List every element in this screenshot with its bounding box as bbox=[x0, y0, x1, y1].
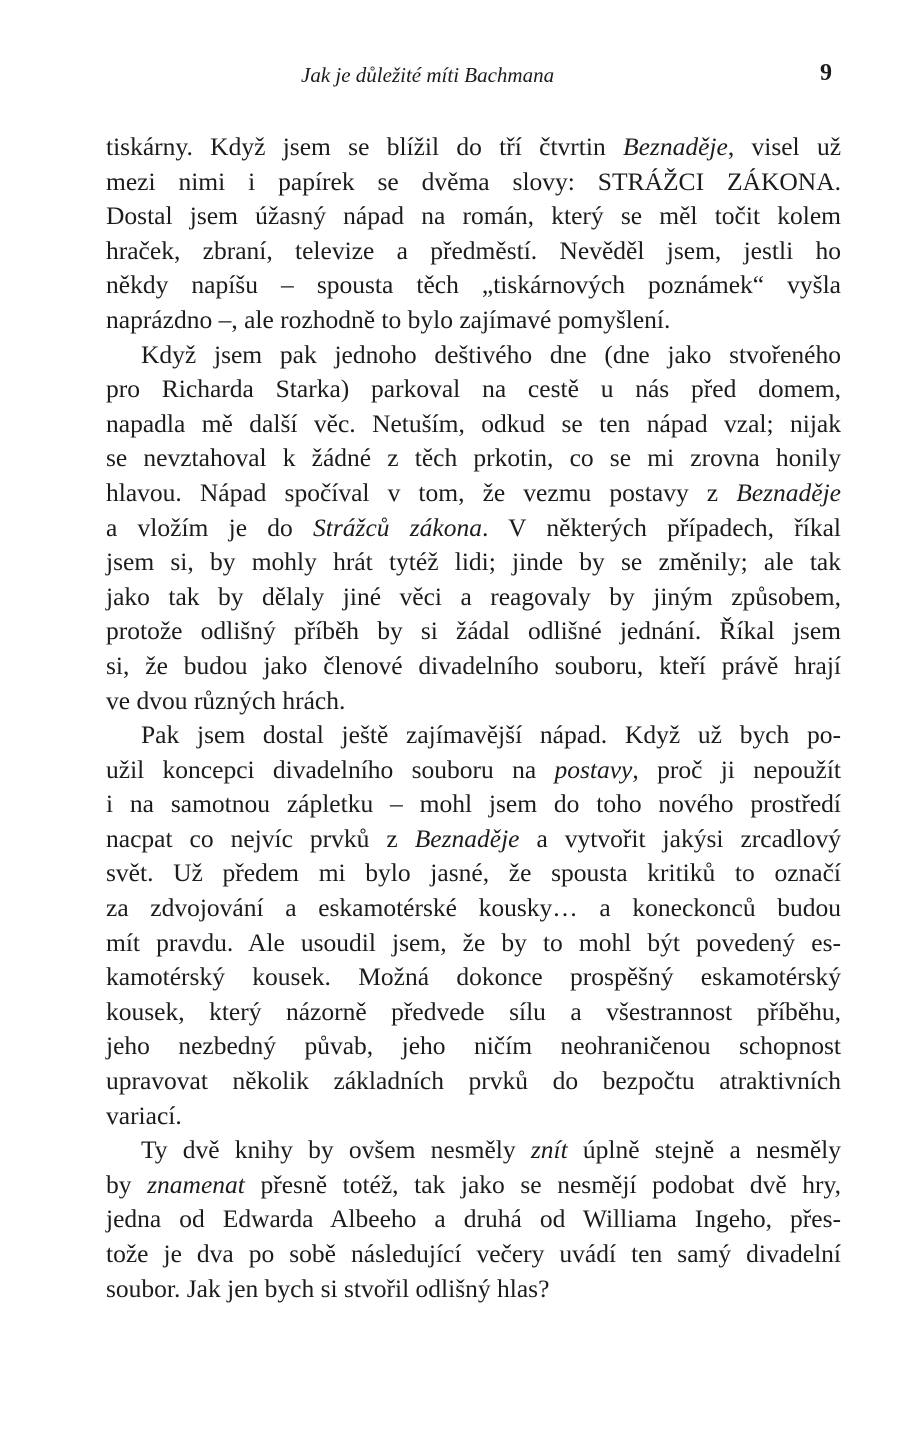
text-span: mezi nimi i papírek se dvěma slovy: STRÁŽCI ZÁKONA. bbox=[106, 166, 841, 196]
text-line bbox=[106, 960, 841, 995]
text-line bbox=[106, 684, 841, 719]
text-line bbox=[106, 234, 841, 269]
text-line bbox=[106, 441, 841, 476]
text-span: hraček, zbraní, televize a předměstí. Nevěděl jsem, jestli ho bbox=[106, 235, 841, 265]
text-line bbox=[106, 649, 841, 684]
text-span: naprázdno –, ale rozhodně to bylo zajímavé pomyšlení. bbox=[106, 304, 671, 334]
text-line bbox=[106, 1029, 841, 1064]
text-span: užil koncepci divadelního souboru na bbox=[106, 754, 555, 784]
paragraph bbox=[106, 718, 841, 1133]
body-text bbox=[106, 130, 841, 1306]
text-line bbox=[106, 165, 841, 200]
italic-text: znít bbox=[530, 1135, 568, 1165]
text-span: za zdvojování a eskamotérské kousky… a koneckonců budou bbox=[106, 893, 841, 923]
text-line bbox=[106, 303, 841, 338]
text-span: protože odlišný příběh by si žádal odlišné jednání. Říkal jsem bbox=[106, 616, 841, 646]
text-line bbox=[106, 1237, 841, 1272]
text-span: jedna od Edwarda Albeeho a druhá od Williama Ingeho, přes- bbox=[106, 1204, 841, 1234]
text-span: by bbox=[106, 1169, 148, 1199]
paragraph bbox=[106, 1133, 841, 1306]
text-line bbox=[106, 1272, 841, 1307]
text-line bbox=[106, 476, 841, 511]
running-header bbox=[0, 60, 911, 90]
text-span: Když jsem pak jednoho deštivého dne (dne jako stvořeného bbox=[141, 339, 841, 369]
text-line bbox=[106, 995, 841, 1030]
text-span: jako tak by dělaly jiné věci a reagovaly by jiným způsobem, bbox=[106, 581, 841, 611]
text-span: . V některých případech, říkal bbox=[482, 512, 841, 542]
text-line bbox=[106, 338, 841, 373]
text-span: se nevztahoval k žádné z těch prkotin, co se mi zrovna honily bbox=[106, 443, 841, 473]
text-span: soubor. Jak jen bych si stvořil odlišný hlas? bbox=[106, 1273, 550, 1303]
text-span: úplně stejně a nesměly bbox=[567, 1135, 841, 1165]
text-span: napadla mě další věc. Netuším, odkud se ten nápad vzal; nijak bbox=[106, 408, 841, 438]
text-span: , visel už bbox=[727, 132, 842, 161]
text-span: pro Richarda Starka) parkoval na cestě u nás před domem, bbox=[106, 374, 841, 404]
text-line bbox=[106, 614, 841, 649]
text-span: Dostal jsem úžasný nápad na román, který se měl točit kolem bbox=[106, 201, 841, 231]
text-line bbox=[106, 1133, 841, 1168]
text-span: tože je dva po sobě následující večery uvádí ten samý divadelní bbox=[106, 1239, 841, 1268]
text-span: a vložím je do bbox=[106, 512, 314, 542]
text-line bbox=[106, 1064, 841, 1099]
text-span: Ty dvě knihy by ovšem nesměly bbox=[141, 1135, 531, 1165]
text-line bbox=[106, 372, 841, 407]
text-span: jeho nezbedný půvab, jeho ničím neohraničenou schopnost bbox=[106, 1031, 841, 1061]
running-title: Jak je důležité míti Bachmana bbox=[301, 63, 555, 87]
text-span: kousek, který názorně předvede sílu a všestrannost příběhu, bbox=[106, 996, 841, 1026]
text-span: kamotérský kousek. Možná dokonce prospěšný eskamotérský bbox=[106, 962, 841, 992]
paragraph bbox=[106, 130, 841, 338]
text-span: variací. bbox=[106, 1100, 182, 1130]
text-line bbox=[106, 130, 841, 165]
italic-text: Beznaděje bbox=[623, 132, 728, 161]
text-line bbox=[106, 199, 841, 234]
text-span: Pak jsem dostal ještě zajímavější nápad. Když už bych po- bbox=[141, 720, 841, 750]
text-span: i na samotnou zápletku – mohl jsem do toho nového prostředí bbox=[106, 789, 841, 819]
text-line bbox=[106, 407, 841, 442]
text-line bbox=[106, 1099, 841, 1134]
page-number: 9 bbox=[820, 60, 832, 86]
italic-text: Beznaděje bbox=[414, 823, 520, 853]
text-line bbox=[106, 268, 841, 303]
text-span: někdy napíšu – spousta těch „tiskárnových poznámek“ vyšla bbox=[106, 270, 841, 300]
text-line bbox=[106, 545, 841, 580]
text-span: upravovat několik základních prvků do bezpočtu atraktivních bbox=[106, 1066, 841, 1096]
text-line bbox=[106, 856, 841, 891]
text-line bbox=[106, 580, 841, 615]
text-line bbox=[106, 787, 841, 822]
text-span: ve dvou různých hrách. bbox=[106, 685, 346, 715]
text-line bbox=[106, 822, 841, 857]
text-line bbox=[106, 1168, 841, 1203]
text-span: jsem si, by mohly hrát tytéž lidi; jinde by se změnily; ale tak bbox=[106, 547, 841, 577]
italic-text: Beznaděje bbox=[736, 477, 841, 507]
text-span: nacpat co nejvíc prvků z bbox=[106, 823, 415, 853]
text-span: svět. Už předem mi bylo jasné, že spousta kritiků to označí bbox=[106, 858, 841, 888]
text-span: přesně totéž, tak jako se nesmějí podobat dvě hry, bbox=[244, 1169, 842, 1199]
italic-text: Strážců zákona bbox=[313, 512, 482, 542]
text-span: hlavou. Nápad spočíval v tom, že vezmu postavy z bbox=[106, 477, 737, 507]
text-line bbox=[106, 718, 841, 753]
italic-text: znamenat bbox=[147, 1169, 245, 1199]
text-span: a vytvořit jakýsi zrcadlový bbox=[519, 823, 841, 853]
text-line bbox=[106, 753, 841, 788]
italic-text: postavy bbox=[554, 754, 633, 784]
text-line bbox=[106, 891, 841, 926]
text-span: tiskárny. Když jsem se blížil do tří čtvrtin bbox=[106, 132, 624, 161]
text-line bbox=[106, 1202, 841, 1237]
text-span: si, že budou jako členové divadelního souboru, kteří právě hrají bbox=[106, 650, 841, 680]
text-line bbox=[106, 926, 841, 961]
paragraph bbox=[106, 338, 841, 719]
text-span: , proč ji nepoužít bbox=[632, 754, 841, 784]
text-span: mít pravdu. Ale usoudil jsem, že by to mohl být povedený es- bbox=[106, 927, 841, 957]
text-line bbox=[106, 511, 841, 546]
